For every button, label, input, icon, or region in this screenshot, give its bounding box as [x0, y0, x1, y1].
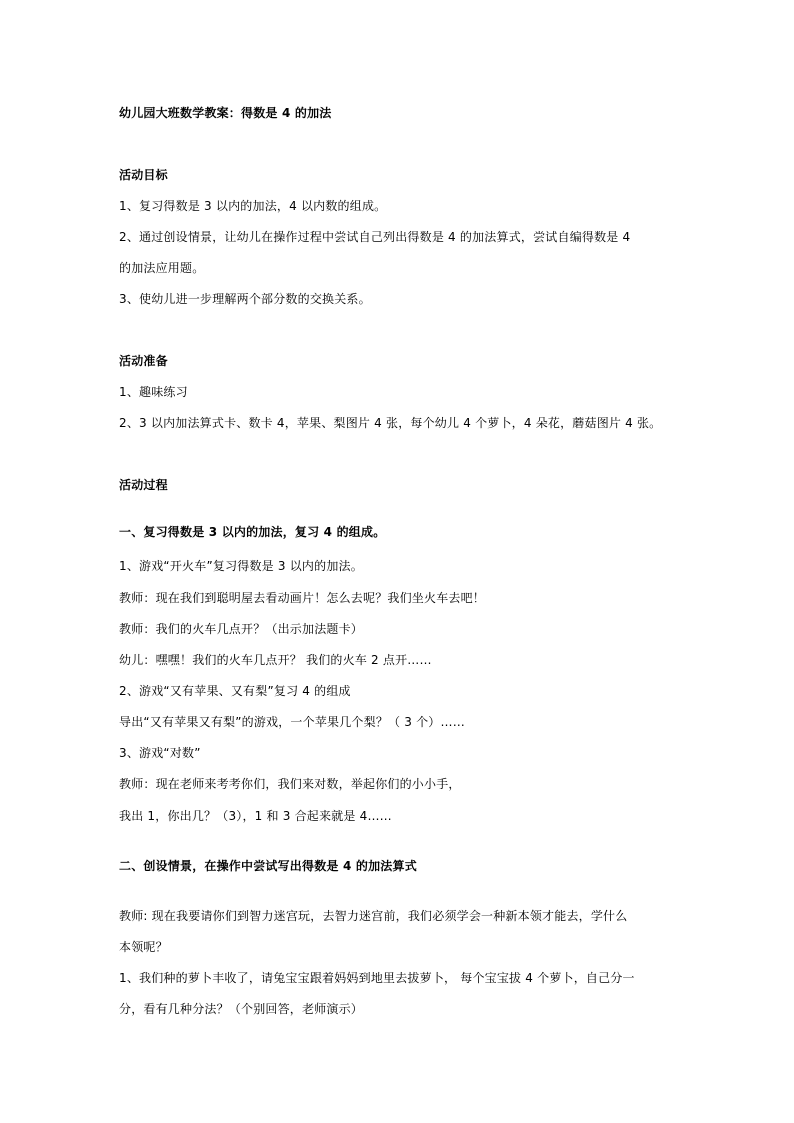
- part1-line-8: 教师：现在老师来考考你们，我们来对数，举起你们的小小手，: [119, 777, 461, 791]
- part2-line-3: 1、我们种的萝卜丰收了，请兔宝宝跟着妈妈到地里去拔萝卜， 每个宝宝拔 4 个萝卜，自己分一: [119, 971, 635, 985]
- goal-item-3: 3、使幼儿进一步理解两个部分数的交换关系。: [119, 292, 371, 306]
- part1-line-3: 教师：我们的火车几点开？（出示加法题卡）: [119, 622, 364, 636]
- part1-line-4: 幼儿：嘿嘿！我们的火车几点开？ 我们的火车 2 点开……: [119, 653, 432, 667]
- goals-heading: 活动目标: [119, 168, 168, 182]
- goal-item-2-continued: 的加法应用题。: [119, 261, 205, 275]
- part2-line-2: 本领呢？: [119, 940, 168, 954]
- preparation-item-1: 1、趣味练习: [119, 385, 188, 399]
- preparation-heading: 活动准备: [119, 354, 168, 368]
- part1-line-5: 2、游戏“又有苹果、又有梨”复习 4 的组成: [119, 684, 351, 698]
- part2-line-1: 教师: 现在我要请你们到智力迷宫玩，去智力迷宫前，我们必须学会一种新本领才能去，学什么: [119, 909, 628, 923]
- part1-heading: 一、复习得数是 3 以内的加法，复习 4 的组成。: [119, 525, 386, 539]
- part2-heading: 二、创设情景，在操作中尝试写出得数是 4 的加法算式: [119, 859, 417, 873]
- part1-line-1: 1、游戏“开火车”复习得数是 3 以内的加法。: [119, 559, 363, 573]
- process-heading: 活动过程: [119, 478, 168, 492]
- part1-line-6: 导出“又有苹果又有梨”的游戏，一个苹果几个梨？（ 3 个）……: [119, 715, 465, 729]
- goal-item-1: 1、复习得数是 3 以内的加法，4 以内数的组成。: [119, 199, 387, 213]
- part2-line-4: 分，看有几种分法？（个别回答，老师演示）: [119, 1002, 364, 1016]
- goal-item-2: 2、通过创设情景，让幼儿在操作过程中尝试自己列出得数是 4 的加法算式，尝试自编得数是 4: [119, 230, 631, 244]
- preparation-item-2: 2、3 以内加法算式卡、数卡 4，苹果、梨图片 4 张，每个幼儿 4 个萝卜，4 朵花，蘑菇图片 4 张。: [119, 416, 662, 430]
- part1-line-2: 教师：现在我们到聪明屋去看动画片！怎么去呢？我们坐火车去吧！: [119, 591, 486, 605]
- part1-line-9: 我出 1，你出几？（3），1 和 3 合起来就是 4……: [119, 809, 392, 823]
- document-title: 幼儿园大班数学教案：得数是 4 的加法: [119, 106, 332, 120]
- part1-line-7: 3、游戏“对数”: [119, 746, 201, 760]
